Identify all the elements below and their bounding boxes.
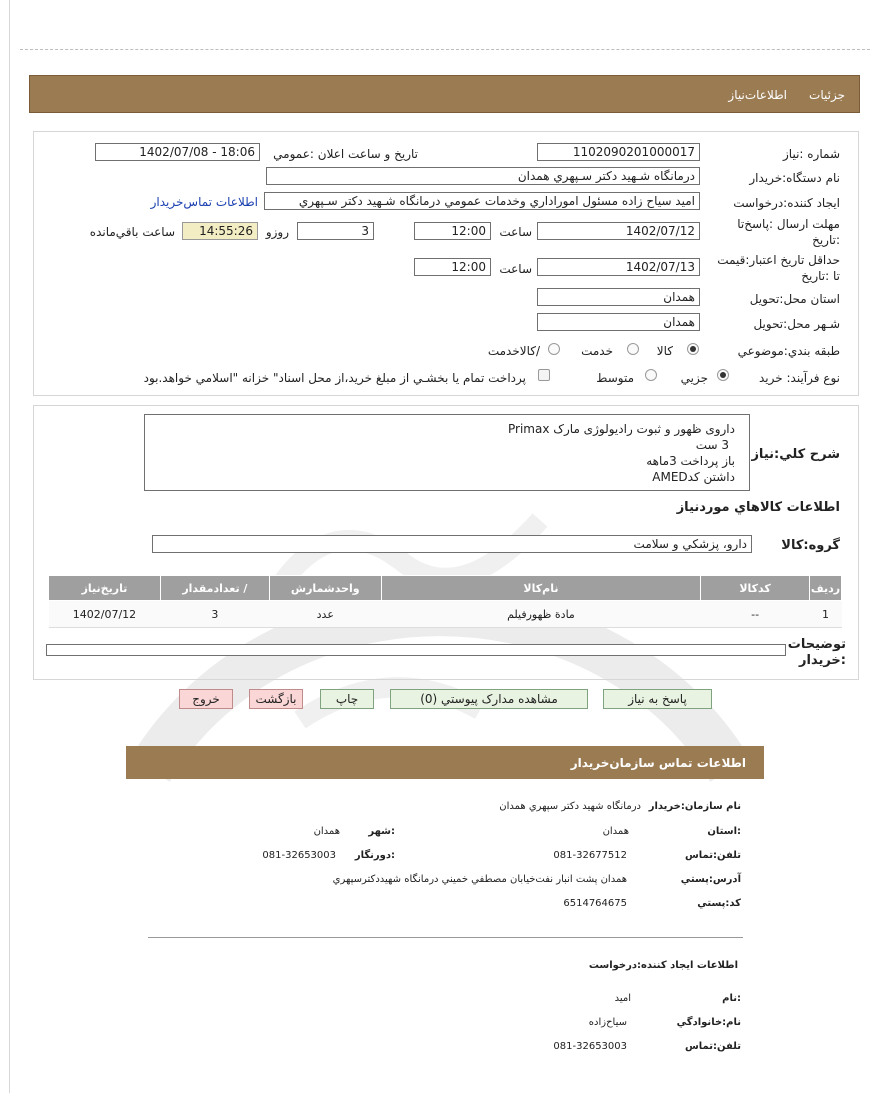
col-date: تاريخ‌نياز: [49, 576, 161, 601]
deadline-hour-label: ساعت: [499, 225, 532, 239]
contact-phone-value: 081-32677512: [553, 850, 627, 861]
process-option-medium: متوسط: [596, 371, 634, 385]
category-label: طبقه بندي:موضوعي: [737, 344, 840, 358]
buyer-notes-label-2: :خريدار: [799, 653, 846, 668]
buyer-notes-label: توضيحات: [787, 637, 846, 652]
goods-section-title: اطلاعات کالاهاي موردنياز: [676, 500, 840, 515]
creator-family-value: سياح‌زاده: [588, 1017, 627, 1028]
city-field: همدان: [537, 313, 700, 331]
cell-qty: 3: [160, 601, 269, 628]
treasury-payment-note: پرداخت تمام يا بخشـي از مبلغ خريد،از محل اسناد" خزانه "اسلامي خواهد.بود: [143, 371, 526, 385]
description-label: شرح کلي:نياز: [751, 447, 840, 462]
description-line-1: داروی ظهور و ثبوت راديولوژی مارک Primax: [508, 422, 735, 436]
contact-phone-label: تلفن:تماس: [684, 850, 741, 861]
description-box: [144, 414, 750, 491]
validity-label: حداقل تاريخ اعتبار:قيمت: [717, 253, 840, 267]
remaining-label: ساعت باقي‌مانده: [89, 225, 175, 239]
col-unit: واحدشمارش: [269, 576, 381, 601]
contact-postal-label: کد:پستي: [697, 898, 741, 909]
tab-need-info[interactable]: اطلاعات‌نیاز: [728, 88, 787, 102]
process-radio-medium[interactable]: [645, 369, 657, 381]
category-radio-goods[interactable]: [687, 343, 699, 355]
category-option-goods: کالا: [656, 344, 673, 358]
creator-name-value: اميد: [614, 993, 631, 1004]
announce-field: 1402/07/08 - 18:06: [95, 143, 260, 161]
reply-button[interactable]: پاسخ به نياز: [603, 689, 712, 709]
creator-phone-label: تلفن:تماس: [684, 1041, 741, 1052]
col-row: رديف: [810, 576, 842, 601]
announce-label: تاریخ و ساعت اعلان :عمومي: [273, 147, 418, 161]
contact-city-value: همدان: [313, 826, 340, 837]
buyer-label: نام دستگاه:خريدار: [749, 171, 840, 185]
process-label: نوع فرآيند: خريد: [759, 371, 840, 385]
validity-hour-label: ساعت: [499, 262, 532, 276]
org-value: درمانگاه شهيد دکتر سپهري همدان: [499, 801, 641, 812]
deadline-label-2: :تاريخ: [812, 233, 840, 247]
process-option-minor: جزيي: [680, 371, 708, 385]
table-row: [49, 601, 842, 628]
category-radio-service[interactable]: [627, 343, 639, 355]
contact-fax-label: :دورنگار: [354, 850, 395, 861]
city-label: شـهر محل:تحويل: [753, 317, 840, 331]
buyer-field: درمانگاه شـهيد دکتر سـپهري همدان: [266, 167, 700, 185]
contact-postal-value: 6514764675: [563, 898, 627, 909]
col-qty: / تعدادمقدار: [160, 576, 269, 601]
province-label: استان محل:تحويل: [749, 292, 840, 306]
validity-label-2: تا :تاريخ: [801, 269, 840, 283]
category-option-goods-service: /کالاخدمت: [487, 344, 540, 358]
description-line-2: 3 ست: [695, 438, 729, 452]
deadline-label: مهلت ارسال :پاسخ‌تا: [737, 217, 840, 231]
need-number-label: شماره :نیاز: [783, 147, 840, 161]
top-dotted-divider: [20, 49, 870, 50]
contact-band-title: اطلاعات تماس سازمان‌خريدار: [570, 756, 746, 770]
cell-name: مادة ظهورفیلم: [381, 601, 700, 628]
description-line-3: باز پرداخت 3ماهه: [646, 454, 735, 468]
remaining-time-field: 14:55:26: [182, 222, 258, 240]
cell-code: --: [701, 601, 810, 628]
cell-row: 1: [810, 601, 842, 628]
buyer-contact-link[interactable]: اطلاعات تماس‌خريدار: [150, 195, 258, 209]
cell-date: 1402/07/12: [49, 601, 161, 628]
deadline-date-field: 1402/07/12: [537, 222, 700, 240]
creator-family-label: نام:خانوادگي: [676, 1017, 741, 1028]
org-label: نام سازمان:خريدار: [648, 801, 741, 812]
col-code: کدکالا: [701, 576, 810, 601]
category-radio-goods-service[interactable]: [548, 343, 560, 355]
creator-section-title: اطلاعات ايجاد کننده:درخواست: [588, 960, 738, 971]
header-bar: [29, 75, 860, 113]
print-button[interactable]: چاپ: [320, 689, 374, 709]
attachments-button[interactable]: مشاهده مدارک پيوستي (0): [390, 689, 588, 709]
need-number-field: 1102090201000017: [537, 143, 700, 161]
contact-province-label: :استان: [707, 826, 741, 837]
left-border-line: [9, 0, 10, 1093]
contact-fax-value: 081-32653003: [262, 850, 336, 861]
contact-address-value: همدان پشت انبار نفت‌خيابان مصطفي خميني درمانگاه شهيددکترسپهري: [332, 874, 627, 885]
treasury-payment-checkbox[interactable]: [538, 369, 550, 381]
col-name: نام‌کالا: [381, 576, 700, 601]
buyer-notes-field: [46, 644, 786, 656]
exit-button[interactable]: خروج: [179, 689, 233, 709]
tab-details[interactable]: جزئیات: [809, 88, 845, 102]
category-option-service: خدمت: [581, 344, 613, 358]
contact-province-value: همدان: [602, 826, 629, 837]
goods-table-header: [49, 576, 842, 601]
province-field: همدان: [537, 288, 700, 306]
back-button[interactable]: بازگشت: [249, 689, 303, 709]
cell-unit: عدد: [269, 601, 381, 628]
validity-date-field: 1402/07/13: [537, 258, 700, 276]
days-field: 3: [297, 222, 374, 240]
description-line-4: داشتن کدAMED: [652, 470, 735, 484]
creator-label: ايجاد کننده:درخواست: [733, 196, 840, 210]
contact-city-label: :شهر: [368, 826, 395, 837]
validity-time-field: 12:00: [414, 258, 491, 276]
creator-name-label: :نام: [722, 993, 741, 1004]
days-label: روزو: [265, 225, 289, 239]
deadline-time-field: 12:00: [414, 222, 491, 240]
goods-group-field: دارو، پزشکي و سلامت: [152, 535, 752, 553]
contact-band: [126, 746, 764, 779]
goods-table: [48, 575, 842, 628]
goods-group-label: گروه:کالا: [781, 538, 840, 553]
creator-field: اميد سياح زاده مسئول اموراداري وخدمات عمومي درمانگاه شـهيد دکتر سـپهري: [264, 192, 700, 210]
contact-divider: [148, 937, 743, 938]
creator-phone-value: 081-32653003: [553, 1041, 627, 1052]
contact-address-label: آدرس:پستي: [680, 874, 741, 885]
process-radio-minor[interactable]: [717, 369, 729, 381]
